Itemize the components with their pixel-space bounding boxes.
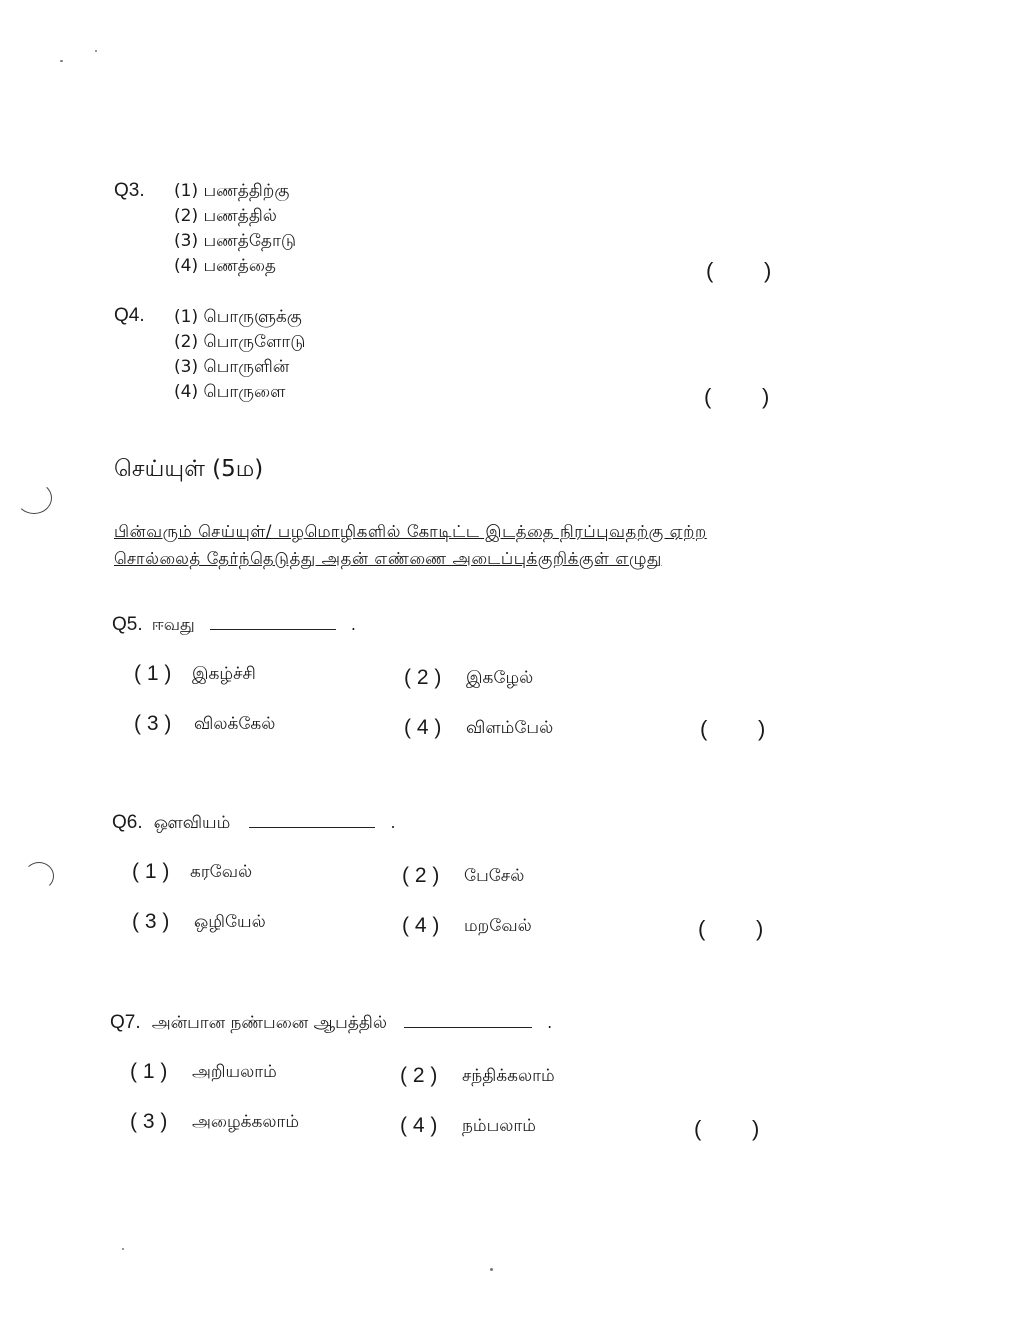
q5-answer-box[interactable]: ( ) <box>700 716 768 741</box>
q6-question: Q6. ஔவியம் . <box>112 812 396 833</box>
q4-number: Q4. <box>114 305 145 326</box>
q4-option-2: (2) பொருளோடு <box>174 332 306 352</box>
q4-answer-box[interactable]: ( ) <box>704 384 772 409</box>
q7-option-1-number: ( 1 ) <box>130 1060 168 1083</box>
scan-speck <box>122 1248 124 1250</box>
q6-answer-box[interactable]: ( ) <box>698 916 766 941</box>
q3-answer-box[interactable]: ( ) <box>706 258 774 283</box>
q3-option-4: (4) பணத்தை <box>174 256 276 276</box>
punch-hole-bottom <box>24 862 54 890</box>
q7-option-3: அழைக்கலாம் <box>192 1112 300 1132</box>
instruction-line-2: சொல்லைத் தேர்ந்தெடுத்து அதன் எண்ணை அடைப்புக்குறிக்குள் எழுது <box>114 549 662 568</box>
instruction-line-1: பின்வரும் செய்யுள்/ பழமொழிகளில் கோடிட்ட இடத்தை நிரப்புவதற்கு ஏற்ற <box>114 522 707 541</box>
q6-option-3-number: ( 3 ) <box>132 910 170 933</box>
section-heading: செய்யுள் (5ம) <box>114 456 264 482</box>
q3-option-1: (1) பணத்திற்கு <box>174 181 290 201</box>
q5-stem: ஈவது <box>151 615 195 635</box>
q7-option-4: நம்பலாம் <box>462 1116 536 1136</box>
q7-stem: அன்பான நண்பனை ஆபத்தில் <box>151 1013 387 1033</box>
q4-option-1: (1) பொருளுக்கு <box>174 307 302 327</box>
q7-option-1: அறியலாம் <box>192 1062 277 1082</box>
q6-option-2: பேசேல் <box>464 866 525 886</box>
q4-option-4: (4) பொருளை <box>174 382 286 402</box>
q3-option-2: (2) பணத்தில் <box>174 206 277 226</box>
scan-speck <box>60 60 63 62</box>
q6-option-1: கரவேல் <box>190 862 253 882</box>
q5-number: Q5. <box>112 614 143 635</box>
q6-option-2-number: ( 2 ) <box>402 864 440 887</box>
q5-blank[interactable] <box>210 629 336 630</box>
scan-speck <box>490 1268 493 1271</box>
q7-option-3-number: ( 3 ) <box>130 1110 168 1133</box>
q5-option-1: இகழ்ச்சி <box>192 664 256 684</box>
q6-number: Q6. <box>112 812 143 833</box>
q5-option-4: விளம்பேல் <box>466 718 554 738</box>
q7-option-2-number: ( 2 ) <box>400 1064 438 1087</box>
q6-option-1-number: ( 1 ) <box>132 860 170 883</box>
q6-blank[interactable] <box>249 827 375 828</box>
q7-option-2: சந்திக்கலாம் <box>462 1066 555 1086</box>
q7-number: Q7. <box>110 1012 141 1033</box>
q6-stem: ஔவியம் <box>153 813 231 833</box>
q5-option-2: இகழேல் <box>466 668 534 688</box>
q3-option-3: (3) பணத்தோடு <box>174 231 297 251</box>
q5-option-1-number: ( 1 ) <box>134 662 172 685</box>
q5-question: Q5. ஈவது . <box>112 614 356 635</box>
q3-number: Q3. <box>114 180 145 201</box>
scan-speck <box>95 50 97 52</box>
q7-answer-box[interactable]: ( ) <box>694 1116 762 1141</box>
punch-hole-top <box>16 482 52 514</box>
q6-option-3: ஒழியேல் <box>194 912 266 932</box>
q5-option-3: விலக்கேல் <box>194 714 276 734</box>
q6-option-4: மறவேல் <box>464 916 532 936</box>
q6-option-4-number: ( 4 ) <box>402 914 440 937</box>
q7-blank[interactable] <box>404 1027 532 1028</box>
q5-option-2-number: ( 2 ) <box>404 666 442 689</box>
q7-option-4-number: ( 4 ) <box>400 1114 438 1137</box>
q5-option-4-number: ( 4 ) <box>404 716 442 739</box>
q7-question: Q7. அன்பான நண்பனை ஆபத்தில் . <box>110 1012 553 1033</box>
q4-option-3: (3) பொருளின் <box>174 357 290 377</box>
q5-option-3-number: ( 3 ) <box>134 712 172 735</box>
